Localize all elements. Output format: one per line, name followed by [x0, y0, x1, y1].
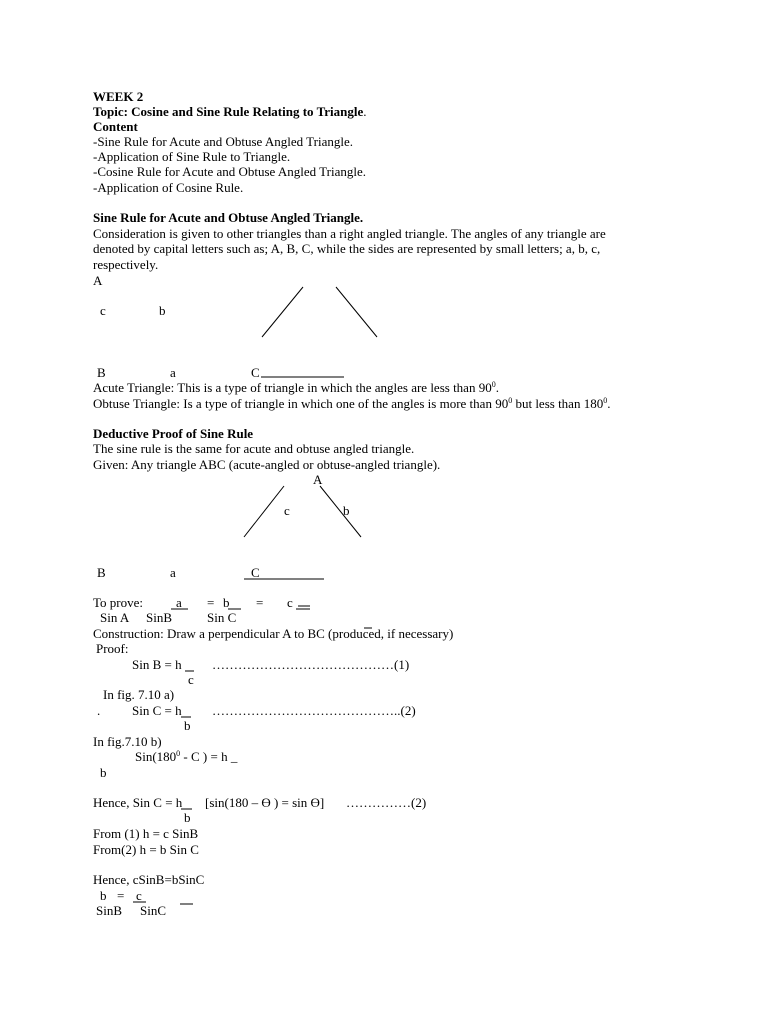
to-prove-label: To prove: [93, 595, 143, 610]
sinB-equation: Sin B = h [132, 657, 182, 672]
fig2-label-B: B [97, 565, 106, 580]
section2-line: Given: Any triangle ABC (acute-angled or obtuse-angled triangle). [93, 457, 441, 472]
sin180-denominator: b [100, 765, 107, 780]
sinC-denominator: b [184, 718, 191, 733]
section2-line: The sine rule is the same for acute and obtuse angled triangle. [93, 441, 415, 456]
fig-ref-a: In fig. 7.10 a) [103, 687, 175, 702]
ratio-den-sinC: SinC [140, 903, 167, 918]
fig1-side-right [336, 287, 377, 337]
ratio-equals: = [117, 888, 125, 903]
paragraph-line: Consideration is given to other triangles than a right angled triangle. The angles of any triangle are [93, 226, 606, 241]
fig1-side-left [262, 287, 303, 337]
hence-denominator: b [184, 810, 191, 825]
dots-eq2: ……………………………………..(2) [212, 703, 416, 718]
sinB-denominator: c [188, 672, 194, 687]
paragraph-line: denoted by capital letters such as; A, B, C, while the sides are represented by small letters; a, b, c, [93, 241, 601, 256]
from-2: From(2) h = b Sin C [93, 842, 199, 857]
to-prove-equals: = [207, 595, 215, 610]
from-1: From (1) h = c SinB [93, 826, 199, 841]
fig1-label-c: c [100, 303, 106, 318]
sinC-equation: Sin C = h [132, 703, 182, 718]
fig2-label-C: C [251, 565, 260, 580]
fig-ref-b: In fig.7.10 b) [93, 734, 162, 749]
identity-bracket: [sin(180 – Ө ) = sin Ө] [205, 795, 325, 810]
ratio-num-c: c [136, 888, 142, 903]
content-item: -Sine Rule for Acute and Obtuse Angled Triangle. [93, 134, 353, 149]
topic-period: . [363, 104, 367, 119]
fig2-label-A: A [313, 472, 323, 487]
ratio-num-b: b [100, 888, 107, 903]
fig2-side-right [320, 486, 361, 537]
to-prove-den-sinA: Sin A [100, 610, 130, 625]
obtuse-definition: Obtuse Triangle: Is a type of triangle in which one of the angles is more than $90^0$ but less than $180^0$. [93, 396, 611, 411]
week-heading: WEEK 2 [93, 89, 144, 104]
proof-label: Proof: [96, 641, 129, 656]
fig1-label-B: B [97, 365, 106, 380]
content-item: -Application of Cosine Rule. [93, 180, 244, 195]
sin180-equation: $Sin(180^0$ - C ) = h _ [135, 749, 238, 764]
fig2-label-b: b [343, 503, 350, 518]
acute-definition: Acute Triangle: This is a type of triangle in which the angles are less than $90^0$. [93, 380, 499, 395]
content-item: -Cosine Rule for Acute and Obtuse Angled Triangle. [93, 164, 366, 179]
fig2-side-left [244, 486, 284, 537]
content-heading: Content [93, 119, 138, 134]
dots-eq1: ……………………………………(1) [212, 657, 410, 672]
to-prove-num-c: c [287, 595, 293, 610]
to-prove-den-sinC: Sin C [207, 610, 237, 625]
dots-eq3: ……………(2) [346, 795, 427, 810]
to-prove-num-b: b [223, 595, 230, 610]
ratio-den-sinB: SinB [96, 903, 123, 918]
topic-line [93, 104, 367, 119]
section-heading-deductive-proof: Deductive Proof of Sine Rule [93, 426, 254, 441]
to-prove-den-sinB: SinB [146, 610, 173, 625]
dot-mark: . [97, 703, 101, 718]
fig2-label-a: a [170, 565, 176, 580]
content-item: -Application of Sine Rule to Triangle. [93, 149, 291, 164]
fig1-label-A: A [93, 273, 103, 288]
hence-cSinB-bSinC: Hence, cSinB=bSinC [93, 872, 205, 887]
fig1-label-a: a [170, 365, 176, 380]
hence-sinC: Hence, Sin C = h [93, 795, 183, 810]
fig1-label-C: C [251, 365, 260, 380]
paragraph-line: respectively. [93, 257, 159, 272]
to-prove-num-a: a [176, 595, 182, 610]
construction-line: Construction: Draw a perpendicular A to BC (produced, if necessary) [93, 626, 454, 641]
to-prove-equals: = [256, 595, 264, 610]
topic-label: Topic: Cosine and Sine Rule Relating to Triangle [93, 104, 364, 119]
fig2-label-c: c [284, 503, 290, 518]
fig1-label-b: b [159, 303, 166, 318]
section-heading-sine-rule: Sine Rule for Acute and Obtuse Angled Triangle. [93, 210, 364, 225]
